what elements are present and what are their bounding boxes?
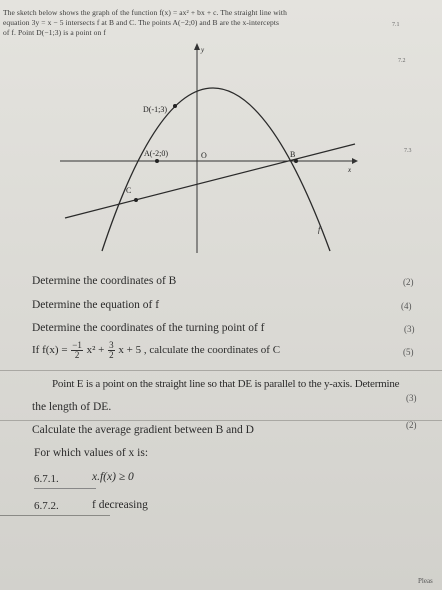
fraction-three-halves bbox=[108, 341, 115, 360]
question-6-1: Determine the coordinates of B bbox=[32, 275, 177, 287]
divider-2 bbox=[0, 420, 442, 421]
footer-corner-text: Pleas bbox=[418, 577, 433, 585]
marks-6-3: (3) bbox=[404, 324, 415, 334]
intro-line-3: of f. Point D(−1;3) is a point on f bbox=[3, 28, 106, 37]
question-6-4-suffix: x + 5 , calculate the coordinates of C bbox=[118, 344, 281, 357]
problem-intro bbox=[3, 8, 383, 38]
underline-6-7-1 bbox=[34, 488, 96, 489]
straight-line bbox=[65, 144, 355, 218]
question-6-6: Calculate the average gradient between B and D bbox=[32, 424, 254, 436]
label-x: x bbox=[348, 166, 352, 174]
label-B: B bbox=[290, 150, 296, 159]
label-y: y bbox=[201, 46, 205, 54]
fraction-2-numerator: 3 bbox=[109, 340, 114, 350]
question-6-4-mid: x² + bbox=[86, 344, 105, 357]
question-6-2: Determine the equation of f bbox=[32, 299, 160, 311]
marks-6-1: (2) bbox=[403, 277, 414, 287]
margin-note-c: 7.2 bbox=[398, 58, 406, 64]
label-D: D(-1;3) bbox=[143, 105, 167, 114]
intro-line-2: equation 3y = x − 5 intersects f at B and C. The points A(−2;0) and B are the x-intercepts bbox=[3, 18, 280, 27]
point-A bbox=[155, 159, 159, 163]
label-C: C bbox=[126, 186, 132, 195]
question-6-3: Determine the coordinates of the turning point of f bbox=[32, 322, 265, 334]
question-6-7-1-text: x.f(x) ≥ 0 bbox=[92, 471, 134, 483]
margin-note-b: 7.1 bbox=[392, 22, 400, 28]
question-6-7-2-number: 6.7.2. bbox=[34, 500, 59, 512]
function-graph bbox=[60, 40, 360, 255]
marks-6-2: (4) bbox=[401, 301, 412, 311]
intro-line-1: The sketch below shows the graph of the function f(x) = ax² + bx + c. The straight line with bbox=[3, 8, 287, 17]
label-f: f bbox=[318, 225, 321, 234]
fraction-1-denominator: 2 bbox=[74, 350, 80, 360]
point-C bbox=[134, 198, 138, 202]
x-axis-arrow bbox=[352, 158, 358, 164]
parabola-curve bbox=[102, 88, 330, 251]
question-6-5-line-1: Point E is a point on the straight line so that DE is parallel to the y-axis. Determine bbox=[52, 378, 400, 390]
question-6-7-2-text: f decreasing bbox=[92, 499, 148, 511]
question-6-4-prefix: If f(x) = bbox=[32, 344, 68, 357]
divider-3 bbox=[0, 515, 110, 516]
question-6-5-line-2: the length of DE. bbox=[32, 401, 112, 413]
divider-1 bbox=[0, 370, 442, 371]
marks-6-4: (5) bbox=[403, 347, 414, 357]
question-6-7-1-number: 6.7.1. bbox=[34, 473, 59, 485]
fraction-2-denominator: 2 bbox=[109, 350, 114, 360]
marks-6-5: (3) bbox=[406, 393, 417, 403]
label-origin: O bbox=[201, 151, 207, 160]
fraction-1-numerator: −1 bbox=[72, 340, 82, 350]
point-D bbox=[173, 104, 177, 108]
label-A: A(-2;0) bbox=[144, 149, 168, 158]
marks-6-6: (2) bbox=[406, 420, 417, 430]
fraction-neg-half bbox=[71, 341, 83, 360]
question-6-4 bbox=[32, 341, 280, 360]
y-axis-arrow bbox=[194, 43, 200, 50]
question-6-7: For which values of x is: bbox=[34, 447, 149, 459]
point-B bbox=[294, 159, 298, 163]
margin-note-d: 7.3 bbox=[404, 148, 412, 154]
